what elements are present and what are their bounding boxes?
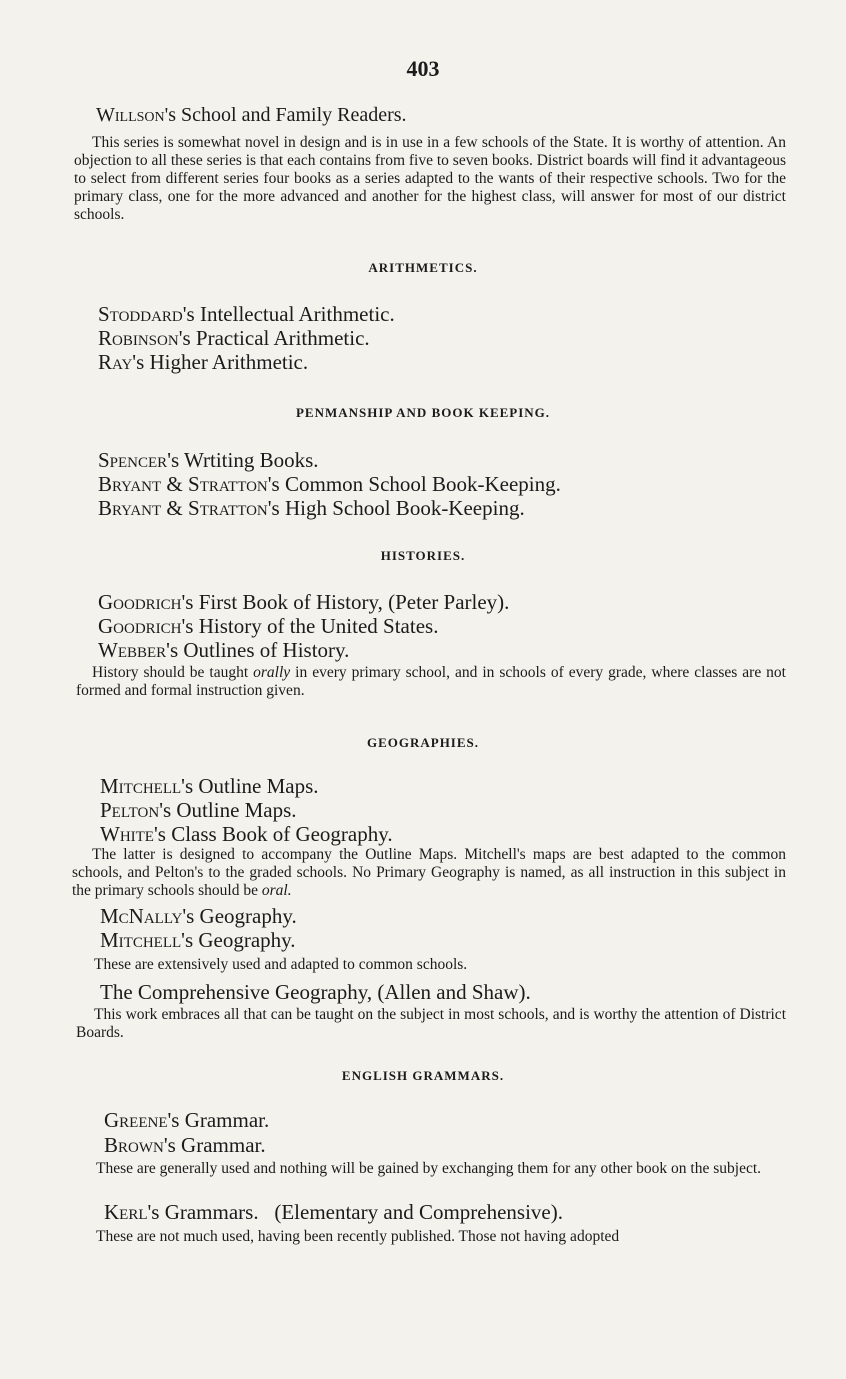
note-emphasis: orally: [253, 664, 291, 681]
grammars-heading: ENGLISH GRAMMARS.: [341, 1068, 505, 1083]
book-title: 's Wrtiting Books.: [167, 448, 319, 472]
book-line: [98, 326, 370, 351]
book-author: White: [100, 822, 154, 846]
book-line: [100, 928, 296, 953]
book-line: [100, 904, 297, 929]
willson-title-rest: 's School and Family Readers.: [164, 104, 407, 126]
book-line: [100, 774, 319, 799]
book-author: Webber: [98, 638, 167, 662]
geographies-heading: GEOGRAPHIES.: [366, 735, 480, 750]
book-title: 's Outline Maps.: [159, 798, 297, 822]
book-title: 's Higher Arithmetic.: [132, 350, 309, 374]
book-author: Mitchell: [100, 774, 182, 798]
note-emphasis: oral.: [261, 882, 292, 899]
book-title: 's Grammar.: [167, 1108, 270, 1132]
book-title: 's Geography.: [181, 928, 296, 952]
book-author: Robinson: [98, 326, 179, 350]
book-title: 's History of the United States.: [181, 614, 439, 638]
book-line: [98, 350, 308, 375]
geographies-note: [72, 846, 786, 900]
book-title: 's Outline Maps.: [181, 774, 319, 798]
book-line: [98, 496, 525, 521]
note-text: History should be taught: [92, 664, 254, 681]
book-line: [104, 1200, 563, 1225]
book-author: Ray: [98, 350, 133, 374]
willson-paragraph: This series is somewhat novel in design and is in use in a few schools of the State. It is worthy of attention. An objection to all these series is that each contains from five to seven books. District boards will find it advantageous to select from different series four books as a series adapted to the wants of their respective schools. Two for the primary class, one for the more advanced and another for the highest class, will answer for most of our district schools.: [74, 134, 786, 223]
geographies-note-2: These are extensively used and adapted to common schools.: [94, 956, 468, 973]
book-line: [98, 614, 438, 639]
histories-heading: HISTORIES.: [380, 548, 466, 563]
book-author: Bryant & Stratton: [98, 472, 268, 496]
book-author: Bryant & Stratton: [98, 496, 268, 520]
book-line: [104, 1133, 266, 1158]
arithmetics-heading: ARITHMETICS.: [368, 260, 478, 275]
book-author: Stoddard: [98, 302, 183, 326]
book-title: 's Grammars. (Elementary and Comprehensive).: [147, 1200, 563, 1224]
book-line: [98, 638, 349, 663]
book-title: 's Class Book of Geography.: [153, 822, 393, 846]
note-text: in every primary school, and in schools of every grade, where classes are not formed and formal instruction given.: [76, 664, 786, 699]
book-line: [104, 1108, 269, 1133]
book-author: Goodrich: [98, 590, 182, 614]
book-title: 's Grammar.: [163, 1133, 266, 1157]
book-title: 's First Book of History, (Peter Parley).: [181, 590, 510, 614]
book-title: 's Intellectual Arithmetic.: [182, 302, 395, 326]
book-author: Kerl: [104, 1200, 148, 1224]
book-author: Brown: [104, 1133, 164, 1157]
book-author: Goodrich: [98, 614, 182, 638]
book-line: [98, 302, 395, 327]
book-line: [98, 472, 561, 497]
book-author: Pelton: [100, 798, 160, 822]
willson-author: Willson: [96, 104, 165, 126]
book-title: 's Geography.: [182, 904, 297, 928]
geographies-note-3: This work embraces all that can be taught on the subject in most schools, and is worthy the attention of District Boards.: [76, 1006, 786, 1041]
book-author: Greene: [104, 1108, 168, 1132]
book-line: [98, 590, 509, 615]
book-title: 's Common School Book-Keeping.: [267, 472, 561, 496]
book-author: McNally: [100, 904, 183, 928]
willson-title: [96, 104, 407, 127]
book-line: [100, 822, 393, 847]
book-title: 's Practical Arithmetic.: [178, 326, 370, 350]
book-line: [100, 798, 297, 823]
grammars-note-2: These are not much used, having been recently published. Those not having adopted: [96, 1228, 620, 1245]
page-number: 403: [406, 56, 440, 81]
book-line: [98, 448, 319, 473]
book-author: Spencer: [98, 448, 168, 472]
note-text: The latter is designed to accompany the Outline Maps. Mitchell's maps are best adapted to the common schools, and Pelton's to the graded schools. No Primary Geography is named, as all instruction in this subject in the primary schools should be: [72, 846, 786, 899]
book-title: 's High School Book-Keeping.: [267, 496, 525, 520]
histories-note: [76, 664, 786, 700]
book-title: 's Outlines of History.: [166, 638, 350, 662]
book-author: Mitchell: [100, 928, 182, 952]
grammars-note: These are generally used and nothing will be gained by exchanging them for any other book on the subject.: [96, 1160, 762, 1177]
comprehensive-geography: The Comprehensive Geography, (Allen and Shaw).: [100, 980, 531, 1004]
penmanship-heading: PENMANSHIP AND BOOK KEEPING.: [295, 405, 551, 420]
